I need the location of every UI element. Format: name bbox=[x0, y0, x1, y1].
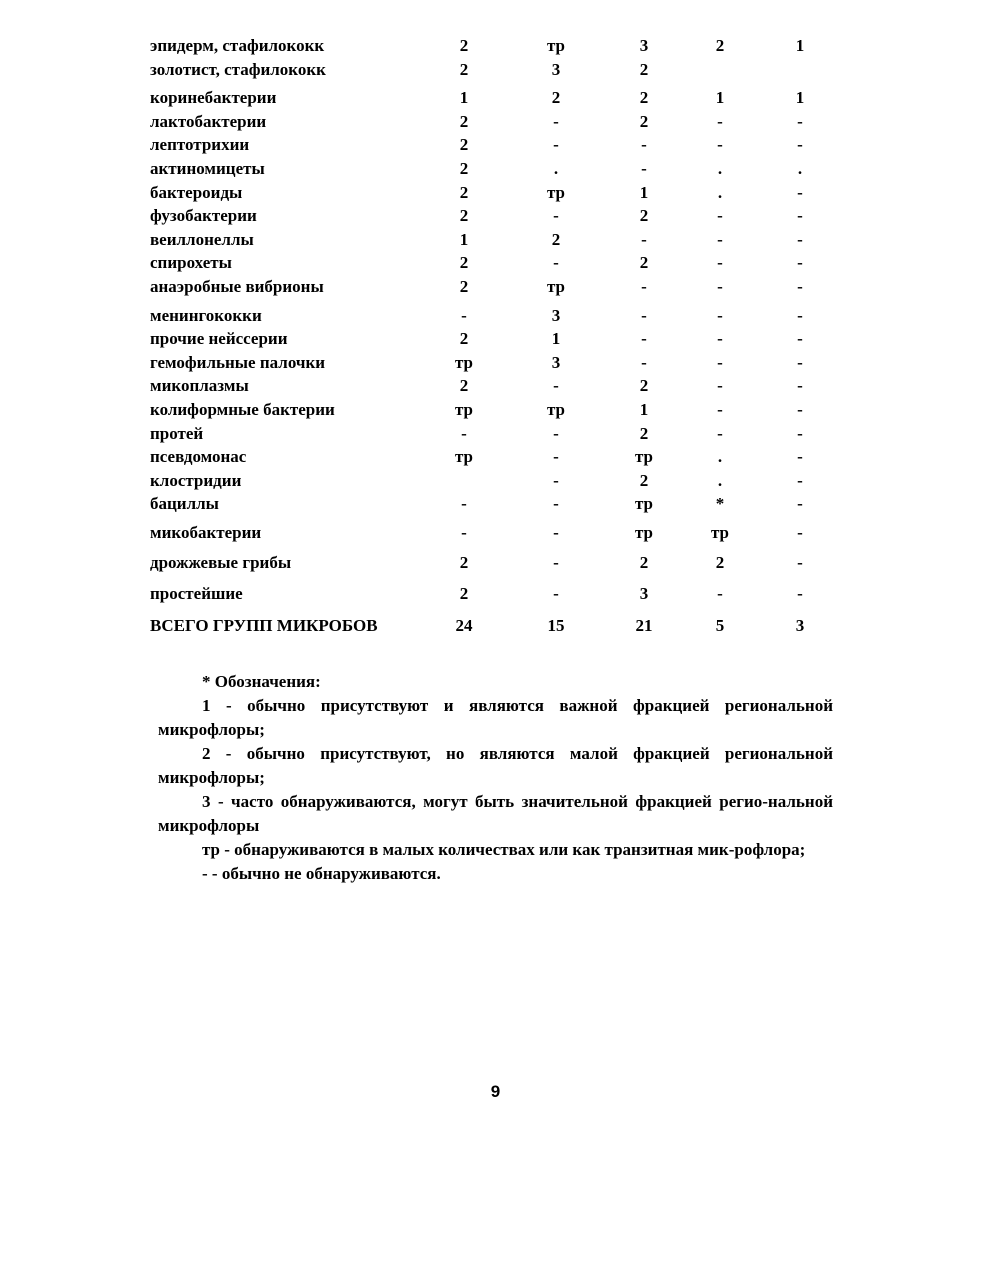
table-row bbox=[150, 133, 830, 157]
table-cell: 2 bbox=[639, 88, 649, 108]
table-cell: - bbox=[797, 329, 803, 349]
table-cell: - bbox=[553, 553, 559, 573]
table-row bbox=[150, 521, 830, 545]
legend-title: * Обозначения: bbox=[202, 672, 321, 691]
table-row bbox=[150, 422, 830, 446]
table-cell: - bbox=[461, 494, 467, 514]
row-label: фузобактерии bbox=[150, 206, 257, 226]
row-label: клостридии bbox=[150, 470, 242, 490]
microflora-table bbox=[150, 34, 830, 637]
table-cell: - bbox=[797, 584, 803, 604]
table-cell: 2 bbox=[459, 253, 469, 273]
table-cell: - bbox=[797, 494, 803, 514]
table-row bbox=[150, 445, 830, 469]
row-label: актиномицеты bbox=[150, 158, 265, 178]
table-cell: 1 bbox=[715, 88, 725, 108]
page-number: 9 bbox=[490, 1082, 501, 1101]
table-cell: - bbox=[797, 447, 803, 467]
table-row bbox=[150, 398, 830, 422]
table-cell: * bbox=[715, 494, 725, 514]
table-row bbox=[150, 469, 830, 493]
row-label: микоплазмы bbox=[150, 376, 249, 396]
table-cell: - bbox=[717, 111, 723, 131]
table-cell: 3 bbox=[639, 584, 649, 604]
table-cell: тр bbox=[710, 522, 729, 542]
table-row bbox=[150, 157, 830, 181]
table-cell: - bbox=[553, 447, 559, 467]
table-cell: - bbox=[717, 253, 723, 273]
table-cell: 1 bbox=[639, 399, 649, 419]
table-cell: 2 bbox=[639, 253, 649, 273]
table-cell: 2 bbox=[639, 111, 649, 131]
table-cell: 2 bbox=[459, 135, 469, 155]
table-row bbox=[150, 614, 830, 638]
row-label: лактобактерии bbox=[150, 111, 267, 131]
table-cell: - bbox=[797, 522, 803, 542]
table-cell: 2 bbox=[459, 111, 469, 131]
row-label: золотист, стафилококк bbox=[150, 59, 326, 79]
table-cell: 2 bbox=[459, 553, 469, 573]
table-cell: - bbox=[717, 352, 723, 372]
table-cell: 15 bbox=[547, 615, 565, 635]
table-cell: 1 bbox=[795, 88, 805, 108]
legend-notes bbox=[158, 670, 833, 886]
table-cell: - bbox=[717, 399, 723, 419]
table-cell: тр bbox=[634, 522, 653, 542]
table-cell: тр bbox=[454, 399, 473, 419]
table-cell: 3 bbox=[639, 36, 649, 55]
table-row bbox=[150, 110, 830, 134]
table-row bbox=[150, 582, 830, 606]
table-cell: - bbox=[797, 376, 803, 396]
table-cell: - bbox=[553, 376, 559, 396]
table-cell: 2 bbox=[459, 182, 469, 202]
table-cell: 2 bbox=[459, 59, 469, 79]
table-cell: 1 bbox=[795, 36, 805, 55]
table-row bbox=[150, 251, 830, 275]
table-cell: - bbox=[553, 522, 559, 542]
table-cell: - bbox=[461, 522, 467, 542]
row-label: анаэробные вибрионы bbox=[150, 276, 324, 296]
row-label: ВСЕГО ГРУПП МИКРОБОВ bbox=[150, 615, 378, 635]
table-cell: 2 bbox=[715, 36, 725, 55]
table-cell: тр bbox=[546, 399, 565, 419]
row-label: менингококки bbox=[150, 305, 262, 325]
table-cell: 2 bbox=[639, 59, 649, 79]
table-cell: 3 bbox=[551, 305, 561, 325]
table-row bbox=[150, 86, 830, 110]
table-row bbox=[150, 327, 830, 351]
row-label: колиформные бактерии bbox=[150, 399, 335, 419]
row-label: эпидерм, стафилококк bbox=[150, 36, 325, 55]
row-label: спирохеты bbox=[150, 253, 232, 273]
row-label: простейшие bbox=[150, 584, 243, 604]
legend-item-2: 2 - обычно присутствуют, но являются малой фракцией региональной микрофлоры; bbox=[158, 744, 833, 787]
row-label: прочие нейссерии bbox=[150, 329, 288, 349]
table-cell: 2 bbox=[459, 36, 469, 55]
table-cell: - bbox=[717, 206, 723, 226]
table-cell: . bbox=[717, 182, 723, 202]
table-cell: - bbox=[641, 229, 647, 249]
table-cell: . bbox=[717, 447, 723, 467]
table-row bbox=[150, 34, 830, 58]
row-label: лептотрихии bbox=[150, 135, 250, 155]
table-cell: - bbox=[641, 276, 647, 296]
table-cell: 1 bbox=[459, 88, 469, 108]
table-cell: 2 bbox=[459, 329, 469, 349]
table-cell: 1 bbox=[639, 182, 649, 202]
table-cell: тр bbox=[634, 494, 653, 514]
table-cell: - bbox=[553, 584, 559, 604]
legend-item-tr: тр - обнаруживаются в малых количествах или как транзитная мик-рофлора; bbox=[202, 840, 806, 859]
table-cell: - bbox=[717, 423, 723, 443]
table-cell: - bbox=[797, 470, 803, 490]
legend-item-3: 3 - часто обнаруживаются, могут быть значительной фракцией регио-нальной микрофлоры bbox=[158, 792, 833, 835]
table-cell: - bbox=[717, 305, 723, 325]
table-cell: - bbox=[797, 553, 803, 573]
table-cell: - bbox=[797, 276, 803, 296]
legend-item-1: 1 - обычно присутствуют и являются важной фракцией региональной микрофлоры; bbox=[158, 696, 833, 739]
row-label: бактероиды bbox=[150, 182, 243, 202]
table-cell: тр bbox=[546, 36, 565, 55]
table-row bbox=[150, 275, 830, 299]
table-cell: . bbox=[717, 470, 723, 490]
table-cell: - bbox=[553, 423, 559, 443]
table-cell: 5 bbox=[715, 615, 725, 635]
table-cell: - bbox=[797, 111, 803, 131]
table-cell: 21 bbox=[635, 615, 653, 635]
table-cell: 2 bbox=[639, 470, 649, 490]
table-row bbox=[150, 304, 830, 328]
table-cell: - bbox=[717, 376, 723, 396]
table-cell: - bbox=[641, 158, 647, 178]
table-cell: - bbox=[641, 329, 647, 349]
table-cell: - bbox=[553, 135, 559, 155]
table-row bbox=[150, 228, 830, 252]
table-cell: 3 bbox=[551, 352, 561, 372]
table-cell: - bbox=[797, 253, 803, 273]
table-cell: - bbox=[797, 206, 803, 226]
table-cell: . bbox=[717, 158, 723, 178]
table-cell: - bbox=[797, 423, 803, 443]
table-row bbox=[150, 374, 830, 398]
table-cell: - bbox=[641, 135, 647, 155]
table-cell: - bbox=[797, 305, 803, 325]
table-cell: тр bbox=[546, 182, 565, 202]
row-label: гемофильные палочки bbox=[150, 352, 326, 372]
table-cell: 2 bbox=[639, 553, 649, 573]
table-cell: - bbox=[717, 276, 723, 296]
table-cell: тр bbox=[634, 447, 653, 467]
table-cell: - bbox=[797, 352, 803, 372]
table-cell: - bbox=[553, 206, 559, 226]
table-row bbox=[150, 58, 830, 82]
table-cell: - bbox=[641, 305, 647, 325]
table-cell: 2 bbox=[459, 158, 469, 178]
table-cell: - bbox=[461, 423, 467, 443]
table-cell: 2 bbox=[551, 229, 561, 249]
table-cell: 24 bbox=[455, 615, 473, 635]
table-cell: - bbox=[553, 470, 559, 490]
legend-item-dash: - - обычно не обнаруживаются. bbox=[202, 864, 441, 883]
table-cell: - bbox=[553, 253, 559, 273]
table-cell: . bbox=[553, 158, 559, 178]
row-label: бациллы bbox=[150, 494, 219, 514]
table-cell: - bbox=[797, 229, 803, 249]
table-cell: - bbox=[797, 135, 803, 155]
table-cell: 2 bbox=[459, 276, 469, 296]
table-cell: - bbox=[797, 399, 803, 419]
row-label: коринебактерии bbox=[150, 88, 277, 108]
table-cell: тр bbox=[454, 447, 473, 467]
table-row bbox=[150, 204, 830, 228]
table-cell: тр bbox=[454, 352, 473, 372]
table-row bbox=[150, 492, 830, 516]
table-row bbox=[150, 351, 830, 375]
table-cell: 2 bbox=[639, 206, 649, 226]
table-cell: 2 bbox=[459, 584, 469, 604]
row-label: микобактерии bbox=[150, 522, 262, 542]
table-cell: - bbox=[461, 305, 467, 325]
table-row bbox=[150, 181, 830, 205]
table-cell: 2 bbox=[639, 423, 649, 443]
table-cell: 2 bbox=[715, 553, 725, 573]
table-cell: - bbox=[717, 229, 723, 249]
table-cell: 3 bbox=[795, 615, 805, 635]
table-cell: 3 bbox=[551, 59, 561, 79]
table-cell: 1 bbox=[459, 229, 469, 249]
table-cell: - bbox=[717, 329, 723, 349]
row-label: дрожжевые грибы bbox=[150, 553, 292, 573]
table-cell: - bbox=[797, 182, 803, 202]
row-label: псевдомонас bbox=[150, 447, 247, 467]
table-cell: - bbox=[717, 584, 723, 604]
row-label: протей bbox=[150, 423, 204, 443]
table-cell: 1 bbox=[551, 329, 561, 349]
table-cell: 2 bbox=[639, 376, 649, 396]
table-cell: 2 bbox=[459, 206, 469, 226]
table-cell: - bbox=[641, 352, 647, 372]
table-cell: - bbox=[553, 111, 559, 131]
row-label: веиллонеллы bbox=[150, 229, 254, 249]
table-cell: 2 bbox=[551, 88, 561, 108]
table-row bbox=[150, 551, 830, 575]
table-cell: - bbox=[553, 494, 559, 514]
table-cell: . bbox=[797, 158, 803, 178]
table-cell: тр bbox=[546, 276, 565, 296]
table-cell: - bbox=[717, 135, 723, 155]
table-cell: 2 bbox=[459, 376, 469, 396]
